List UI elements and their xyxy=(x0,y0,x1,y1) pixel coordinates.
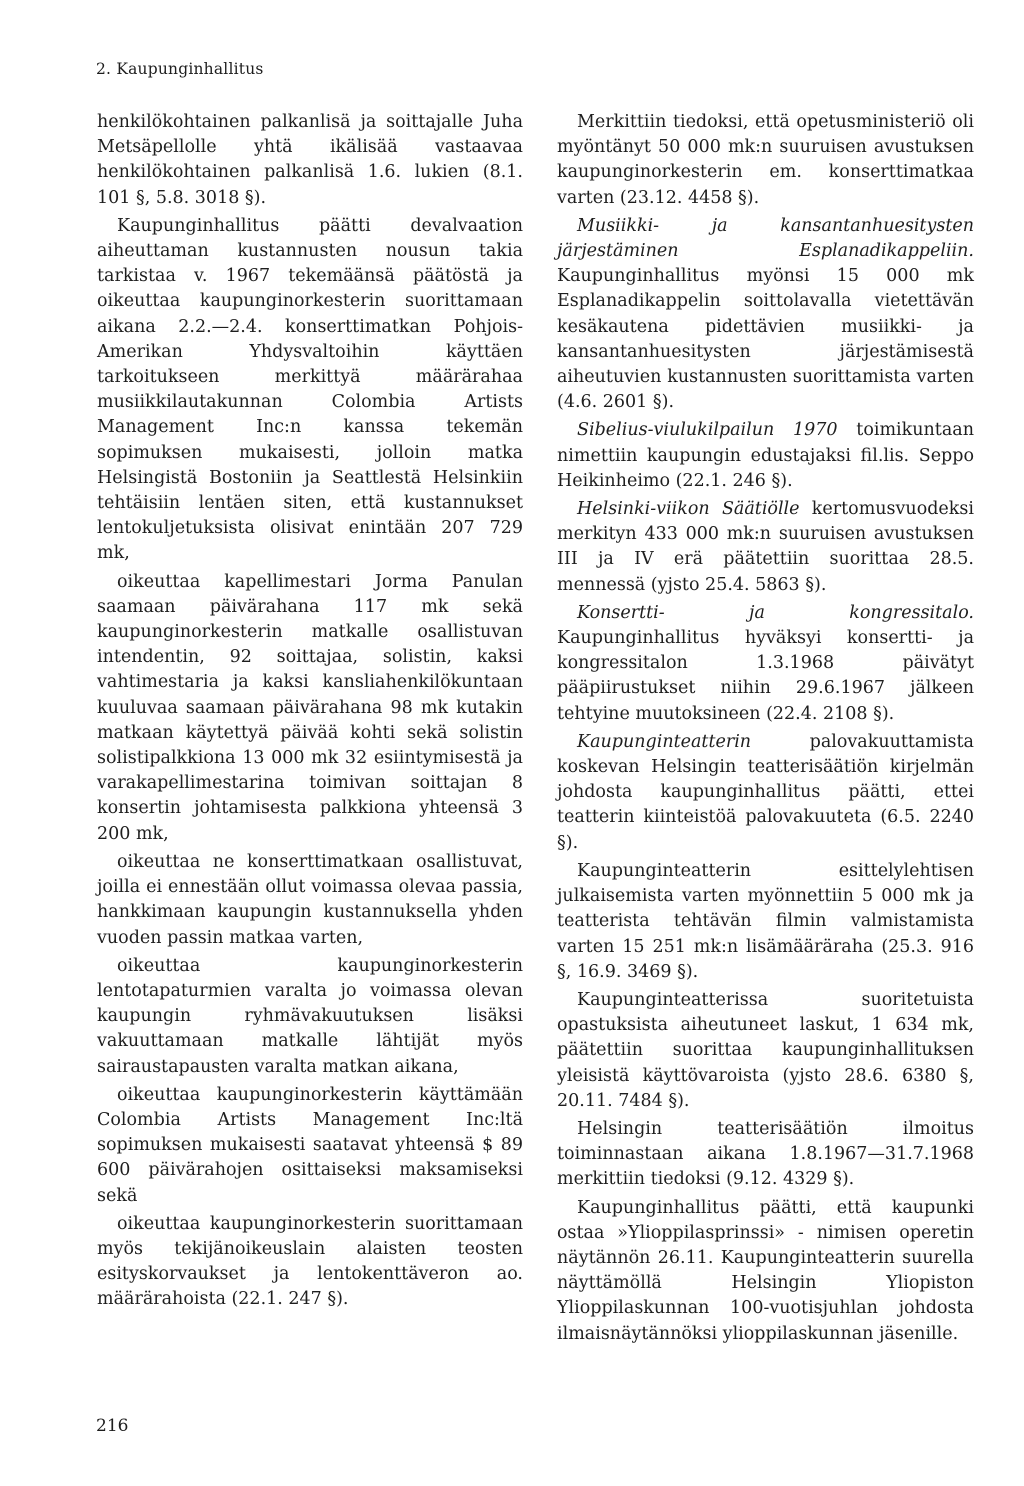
section-title: Helsinki-viikon Säätiölle xyxy=(577,499,800,520)
paragraph: oikeuttaa kaupunginorkesterin suorittamaan myös tekijänoikeuslain alaisten teosten esityskorvaukset ja lentokenttäveron ao. määrärahoista (22.1. 247 §). xyxy=(97,1213,523,1310)
paragraph: Kaupunginteatterissa suoritetuista opastuksista aiheutuneet laskut, 1 634 mk, päätettiin suorittaa kaupunginhallituksen yleisistä käyttövaroista (yjsto 28.6. 6380 §, 20.11. 7484 §). xyxy=(557,989,974,1111)
section-title: Sibelius-viulukilpailun 1970 xyxy=(577,420,838,441)
paragraph xyxy=(557,730,974,856)
paragraph-body: palovakuuttamista koskevan Helsingin teatterisäätiön kirjelmän johdosta kaupunginhallitus päätti, ettei teatterin kiinteistöä palovakuuteta (6.5. 2240 §). xyxy=(557,731,974,853)
paragraph-body: Kaupunginhallitus myönsi 15 000 mk Esplanadikappelin soittolavalla vietettävän kesäkautena pidettävien musiikki- ja kansantanhuesitysten järjestämisestä aiheutuvien kustannusten suorittamista varten (4.6. 2601 §). xyxy=(557,266,974,413)
running-header: 2. Kaupunginhallitus xyxy=(96,60,264,78)
section-title: Kaupunginteatterin xyxy=(577,731,752,752)
right-column xyxy=(557,110,974,1347)
paragraph: oikeuttaa kapellimestari Jorma Panulan saamaan päivärahana 117 mk sekä kaupunginorkesterin matkalle osallistuvan intendentin, 92 soittajaa, solistin, kaksi vahtimestaria ja kaksi kansliahenkilökuntaan kuuluvaa saamaan päivärahana 98 mk kutakin matkaan käytettyä päivää kohti sekä solistin solistipalkkiona 13 000 mk 32 esiintymisestä ja varakapellimestarina toimivan soittajan 8 konsertin johtamisesta palkkiona yhteensä 3 200 mk, xyxy=(97,571,523,844)
paragraph: Kaupunginhallitus päätti devalvaation aiheuttaman kustannusten nousun takia tarkistaa v. 1967 tekemäänsä päätöstä ja oikeuttaa kaupunginorkesterin suorittamaan aikana 2.2.—2.4. konserttimatkan Pohjois-Amerikan Yhdysvaltoihin käyttäen tarkoitukseen merkittyä määrärahaa musiikkilautakunnan Colombia Artists Management Inc:n kanssa tekemän sopimuksen mukaisesti, jolloin matka Helsingistä Bostoniin ja Seattlestä Helsinkiin tehtäisiin lentäen siten, että kustannukset lentokuljetuksista olisivat enintään 207 729 mk, xyxy=(97,215,523,564)
paragraph: henkilökohtainen palkanlisä ja soittajalle Juha Metsäpellolle yhtä ikälisää vastaavaa henkilökohtainen palkanlisä 1.6. lukien (8.1. 101 §, 5.8. 3018 §). xyxy=(97,112,523,208)
paragraph: Kaupunginhallitus päätti, että kaupunki ostaa »Ylioppilasprinssi» - nimisen operetin näytännön 26.11. Kaupunginteatterin suurella näyttämöllä Helsingin Yliopiston Ylioppilaskunnan 100-vuotisjuhlan johdosta ilmaisnäytännöksi ylioppilaskunnan jäsenille. xyxy=(557,1197,974,1344)
page-number: 216 xyxy=(96,1416,129,1436)
paragraph: Merkittiin tiedoksi, että opetusministeriö oli myöntänyt 50 000 mk:n suuruisen avustuksen kaupunginorkesterin em. konserttimatkaa varten (23.12. 4458 §). xyxy=(557,112,974,208)
paragraph xyxy=(557,497,974,598)
paragraph: Helsingin teatterisäätiön ilmoitus toiminnastaan aikana 1.8.1967—31.7.1968 merkittiin tiedoksi (9.12. 4329 §). xyxy=(557,1118,974,1190)
paragraph-body: Kaupunginhallitus hyväksyi konsertti- ja kongressitalon 1.3.1968 päivätyt pääpiirustukset niihin 29.6.1967 jälkeen tehtyine muutoksineen (22.4. 2108 §). xyxy=(557,628,974,724)
paragraph: Kaupunginteatterin esittelylehtisen julkaisemista varten myönnettiin 5 000 mk ja teatterista tehtävän filmin valmistamista varten 15 251 mk:n lisämääräraha (25.3. 916 §, 16.9. 3469 §). xyxy=(557,860,974,982)
paragraph xyxy=(557,601,974,727)
section-title: Konsertti- ja kongressitalo. xyxy=(577,602,974,623)
paragraph: oikeuttaa kaupunginorkesterin käyttämään Colombia Artists Management Inc:ltä sopimuksen mukaisesti saatavat yhteensä $ 89 600 päivärahojen osittaiseksi maksamiseksi sekä xyxy=(97,1084,523,1206)
paragraph xyxy=(557,214,974,416)
paragraph-body: toimikuntaan nimettiin kaupungin edustajaksi fil.lis. Seppo Heikinheimo (22.1. 246 §). xyxy=(557,420,974,491)
section-title: Musiikki- ja kansantanhuesitysten järjestäminen Esplanadikappeliin. xyxy=(557,215,974,262)
paragraph-body: kertomusvuodeksi merkityn 433 000 mk:n suuruisen avustuksen III ja IV erä päätettiin suorittaa 28.5. mennessä (yjsto 25.4. 5863 §). xyxy=(557,499,974,595)
paragraph: oikeuttaa ne konserttimatkaan osallistuvat, joilla ei ennestään ollut voimassa olevaa passia, hankkimaan kaupungin kustannuksella yhden vuoden passin matkaa varten, xyxy=(97,851,523,948)
paragraph xyxy=(557,418,974,494)
left-column xyxy=(97,110,523,1313)
paragraph: oikeuttaa kaupunginorkesterin lentotapaturmien varalta jo voimassa olevan kaupungin ryhmävakuutuksen lisäksi vakuuttamaan matkalle lähtijät myös sairaustapausten varalta matkan aikana, xyxy=(97,955,523,1077)
